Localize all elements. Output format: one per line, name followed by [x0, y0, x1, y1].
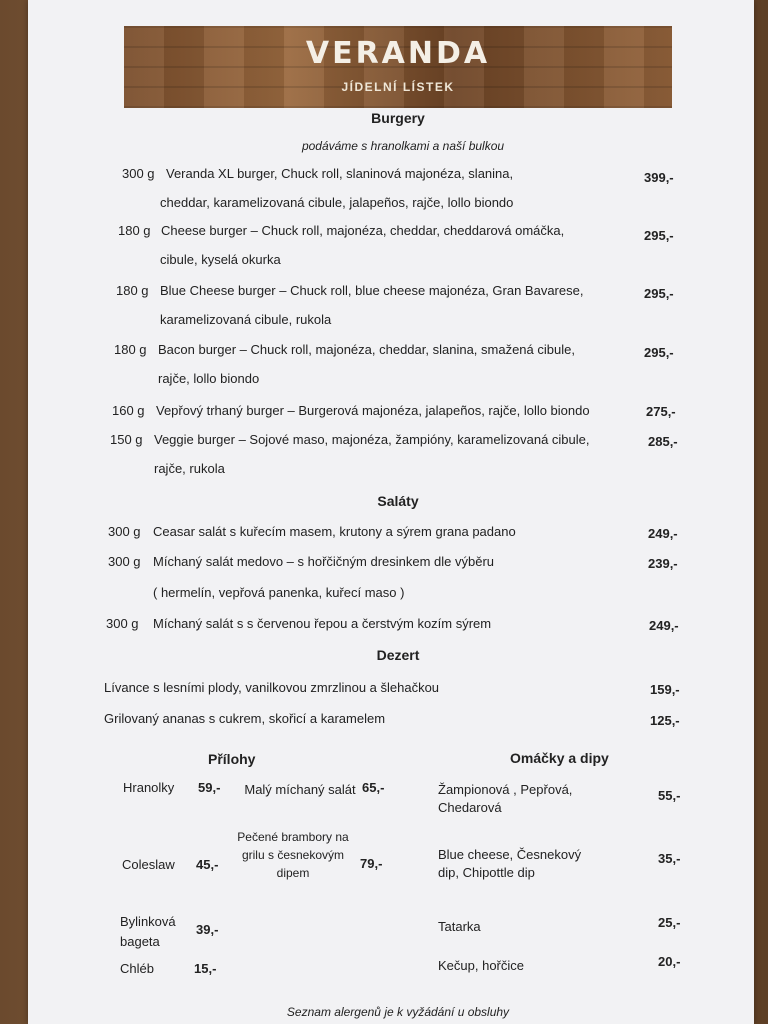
salad-line: Ceasar salát s kuřecím masem, krutony a sýrem grana padano — [153, 524, 516, 539]
burger-price: 285,- — [648, 434, 678, 449]
burger-line: Cheese burger – Chuck roll, majonéza, cheddar, cheddarová omáčka, — [161, 223, 565, 238]
burger-line: Veggie burger – Sojové maso, majonéza, žampióny, karamelizovaná cibule, — [154, 432, 590, 447]
burger-price: 399,- — [644, 170, 674, 185]
burger-weight: 180 g — [116, 283, 149, 298]
burger-line: Vepřový trhaný burger – Burgerová majonéza, jalapeños, rajče, lollo biondo — [156, 403, 590, 418]
dessert-name: Lívance s lesními plody, vanilkovou zmrzlinou a šlehačkou — [104, 680, 440, 695]
burger-line: cheddar, karamelizovaná cibule, jalapeños, rajče, lollo biondo — [160, 195, 514, 210]
salad-line: ( hermelín, vepřová panenka, kuřecí maso ) — [153, 585, 405, 600]
section-title-burgery: Burgery — [371, 110, 425, 126]
salad-weight: 300 g — [106, 616, 139, 631]
side-price: 45,- — [196, 857, 219, 872]
burger-weight: 180 g — [118, 223, 151, 238]
burger-price: 295,- — [644, 228, 674, 243]
burger-line: rajče, rukola — [154, 461, 225, 476]
burger-line: rajče, lollo biondo — [158, 371, 260, 386]
burger-price: 295,- — [644, 345, 674, 360]
sauce-price: 35,- — [658, 851, 681, 866]
section-title-omacky: Omáčky a dipy — [510, 750, 609, 766]
dessert-price: 125,- — [650, 713, 680, 728]
side-price: 79,- — [360, 856, 383, 871]
section-title-dezert: Dezert — [376, 647, 420, 663]
brand-name: VERANDA — [305, 36, 491, 71]
burger-weight: 150 g — [110, 432, 143, 447]
burger-line: Veranda XL burger, Chuck roll, slaninová majonéza, slanina, — [166, 166, 514, 181]
burger-line: Blue Cheese burger – Chuck roll, blue cheese majonéza, Gran Bavarese, — [160, 283, 584, 298]
salad-price: 249,- — [648, 526, 678, 541]
dessert-name: Grilovaný ananas s cukrem, skořicí a karamelem — [104, 711, 386, 726]
sauce-name: Blue cheese, Česnekový dip, Chipottle dip — [438, 847, 582, 880]
salad-line: Míchaný salát s s červenou řepou a čerstvým kozím sýrem — [153, 616, 492, 631]
sauce-name: Kečup, hořčice — [438, 958, 524, 973]
section-title-salaty: Saláty — [377, 493, 419, 509]
sauce-price: 20,- — [658, 954, 681, 969]
sauce-name: Žampionová , Pepřová, Chedarová — [438, 782, 573, 815]
burger-line: Bacon burger – Chuck roll, majonéza, cheddar, slanina, smažená cibule, — [158, 342, 575, 357]
side-price: 65,- — [362, 780, 385, 795]
header-banner — [124, 26, 672, 108]
side-name: Chléb — [120, 961, 154, 976]
side-price: 59,- — [198, 780, 221, 795]
sauce-name: Tatarka — [438, 919, 481, 934]
salad-price: 249,- — [649, 618, 679, 633]
side-name: Bylinková bageta — [120, 914, 176, 949]
allergen-note: Seznam alergenů je k vyžádání u obsluhy — [286, 1005, 510, 1019]
burger-weight: 180 g — [114, 342, 147, 357]
side-name: Pečené brambory na grilu s česnekovým dipem — [237, 830, 349, 880]
burger-price: 275,- — [646, 404, 676, 419]
side-price: 15,- — [194, 961, 217, 976]
salad-weight: 300 g — [108, 554, 141, 569]
burger-weight: 160 g — [112, 403, 145, 418]
sauce-price: 25,- — [658, 915, 681, 930]
side-name: Malý míchaný salát — [244, 782, 356, 797]
menu-subtitle: JÍDELNÍ LÍSTEK — [341, 80, 455, 94]
side-name: Hranolky — [123, 780, 175, 795]
dessert-price: 159,- — [650, 682, 680, 697]
burger-line: karamelizovaná cibule, rukola — [160, 312, 332, 327]
burger-weight: 300 g — [122, 166, 155, 181]
burger-price: 295,- — [644, 286, 674, 301]
side-price: 39,- — [196, 922, 219, 937]
salad-line: Míchaný salát medovo – s hořčičným dresinkem dle výběru — [153, 554, 495, 569]
menu-sheet — [28, 0, 754, 1024]
burgery-note: podáváme s hranolkami a naší bulkou — [301, 139, 505, 153]
salad-price: 239,- — [648, 556, 678, 571]
section-title-prilohy: Přílohy — [208, 751, 256, 767]
salad-weight: 300 g — [108, 524, 141, 539]
side-name: Coleslaw — [122, 857, 175, 872]
sauce-price: 55,- — [658, 788, 681, 803]
burger-line: cibule, kyselá okurka — [160, 252, 281, 267]
